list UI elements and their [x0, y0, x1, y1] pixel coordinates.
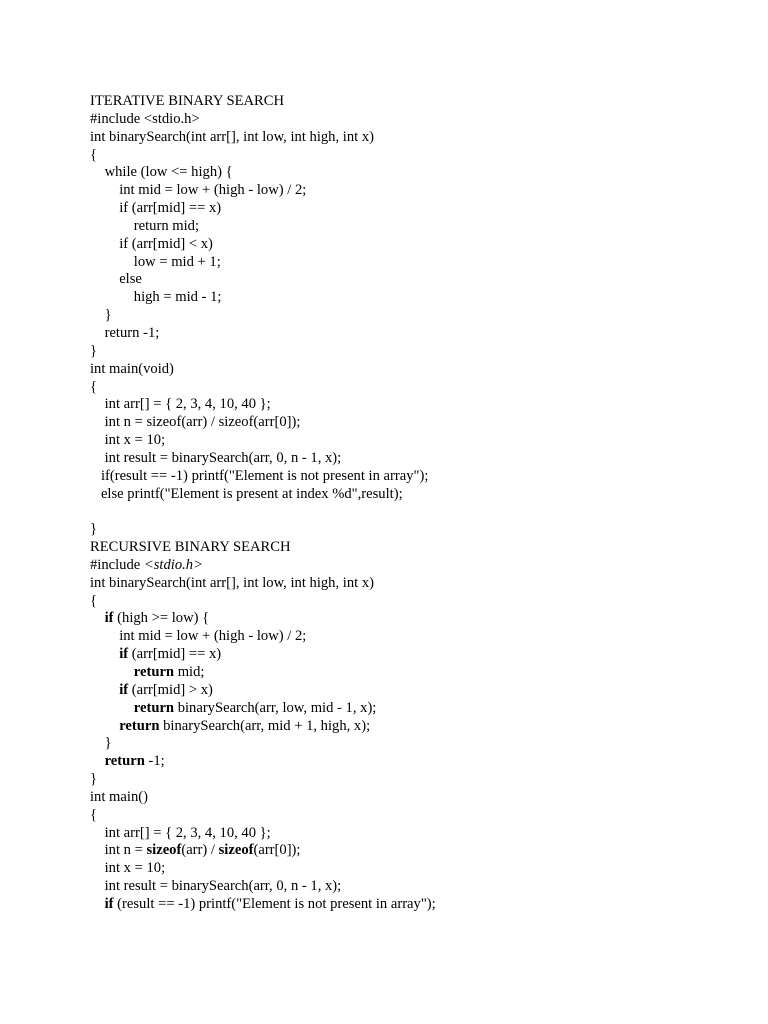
- code-line: }: [90, 521, 98, 538]
- blank-line: [90, 503, 710, 521]
- code-line: int result = binarySearch(arr, 0, n - 1, x);: [90, 449, 342, 466]
- section-heading-recursive: RECURSIVE BINARY SEARCH: [90, 539, 291, 556]
- code-line: return mid;: [133, 664, 205, 680]
- code-line: int n = sizeof(arr) / sizeof(arr[0]);: [90, 414, 301, 431]
- code-line: high = mid - 1;: [90, 289, 222, 306]
- code-line: return mid;: [90, 217, 200, 234]
- code-line: if(result == -1) printf("Element is not present in array");: [90, 467, 429, 484]
- code-line: }: [90, 771, 98, 788]
- code-line: }: [90, 735, 112, 752]
- code-line: int result = binarySearch(arr, 0, n - 1, x);: [90, 878, 342, 895]
- code-line: return -1;: [90, 324, 160, 341]
- code-line: int mid = low + (high - low) / 2;: [90, 182, 307, 199]
- code-line: else printf("Element is present at index %d",result);: [90, 485, 403, 502]
- code-line: int arr[] = { 2, 3, 4, 10, 40 };: [90, 824, 271, 841]
- code-line: return binarySearch(arr, mid + 1, high, x);: [119, 717, 371, 734]
- code-line: int binarySearch(int arr[], int low, int high, int x): [90, 128, 374, 145]
- code-line: if (result == -1) printf("Element is not present in array");: [104, 895, 436, 912]
- code-line: if (high >= low) {: [104, 610, 210, 627]
- code-line: return binarySearch(arr, low, mid - 1, x);: [133, 699, 377, 716]
- code-line: {: [90, 806, 98, 823]
- code-line: {: [90, 592, 98, 609]
- code-line: else: [90, 271, 142, 288]
- code-line: int main(void): [90, 360, 174, 377]
- code-line: while (low <= high) {: [90, 164, 233, 181]
- code-line: int x = 10;: [90, 432, 166, 449]
- code-line: }: [90, 307, 112, 324]
- include-line: #include <stdio.h>: [90, 110, 200, 127]
- code-line: int binarySearch(int arr[], int low, int high, int x): [90, 574, 374, 591]
- code-line: int arr[] = { 2, 3, 4, 10, 40 };: [90, 396, 271, 413]
- code-line: int mid = low + (high - low) / 2;: [90, 628, 307, 645]
- code-line: int x = 10;: [90, 860, 166, 877]
- code-line: }: [90, 342, 98, 359]
- section-heading-iterative: ITERATIVE BINARY SEARCH: [90, 93, 285, 109]
- code-line: int main(): [90, 788, 148, 805]
- code-line: if (arr[mid] > x): [119, 681, 213, 698]
- include-line: #include <stdio.h>: [90, 556, 203, 573]
- code-document: [90, 93, 710, 914]
- code-line: {: [90, 378, 98, 395]
- code-line: int n = sizeof(arr) / sizeof(arr[0]);: [90, 842, 301, 859]
- code-line: low = mid + 1;: [90, 253, 221, 270]
- code-line: if (arr[mid] < x): [90, 235, 213, 252]
- code-line: {: [90, 146, 98, 163]
- code-line: if (arr[mid] == x): [90, 200, 222, 217]
- code-line: return -1;: [104, 753, 165, 770]
- code-line: if (arr[mid] == x): [119, 646, 222, 663]
